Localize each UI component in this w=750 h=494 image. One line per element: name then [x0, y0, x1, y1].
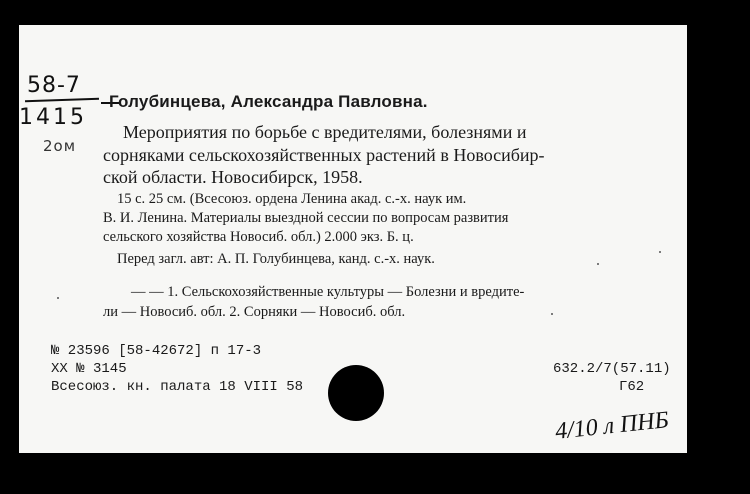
title-line-2: сорняками сельскохозяйственных растений в Новосибир-	[103, 145, 545, 165]
classification-code: 632.2/7(57.11)	[553, 361, 671, 377]
title-line-3: ской области. Новосибирск, 1958.	[103, 167, 363, 187]
description-line-3: сельского хозяйства Новосиб. обл.) 2.000 экз. Б. ц.	[103, 229, 414, 245]
inventory-handwritten: 4/10 л ПНБ	[553, 407, 670, 445]
registry-line-1: № 23596 [58-42672] п 17-3	[51, 343, 262, 359]
subject-line-2: ли — Новосиб. обл. 2. Сорняки — Новосиб. обл.	[103, 304, 406, 320]
title-line-1: Мероприятия по борьбе с вредителями, болезнями и	[123, 122, 527, 142]
description-line-2: В. И. Ленина. Материалы выездной сессии по вопросам развития	[103, 210, 509, 226]
registry-line-3: Всесоюз. кн. палата 18 VIII 58	[51, 379, 304, 395]
author-mark: Г62	[619, 379, 645, 395]
author-heading: Голубинцева, Александра Павловна.	[109, 92, 428, 111]
call-number-line-3: 2ом	[43, 137, 77, 155]
scan-speck	[659, 251, 661, 253]
scan-speck	[551, 313, 553, 315]
punch-hole	[328, 365, 384, 421]
call-number-underline	[25, 98, 99, 103]
subject-line-1: — — 1. Сельскохозяйственные культуры — Болезни и вредите-	[131, 284, 525, 300]
registry-line-2: XX № 3145	[51, 361, 127, 377]
call-number-line-1: 58-7	[27, 73, 81, 98]
description-line-1: 15 с. 25 см. (Всесоюз. ордена Ленина акад. с.-х. наук им.	[117, 191, 467, 207]
scan-speck	[57, 297, 59, 299]
call-number-line-2: 1415	[19, 105, 87, 130]
scan-speck	[597, 263, 599, 265]
description-line-4: Перед загл. авт: А. П. Голубинцева, канд. с.-х. наук.	[117, 251, 435, 267]
catalog-card	[19, 25, 687, 453]
